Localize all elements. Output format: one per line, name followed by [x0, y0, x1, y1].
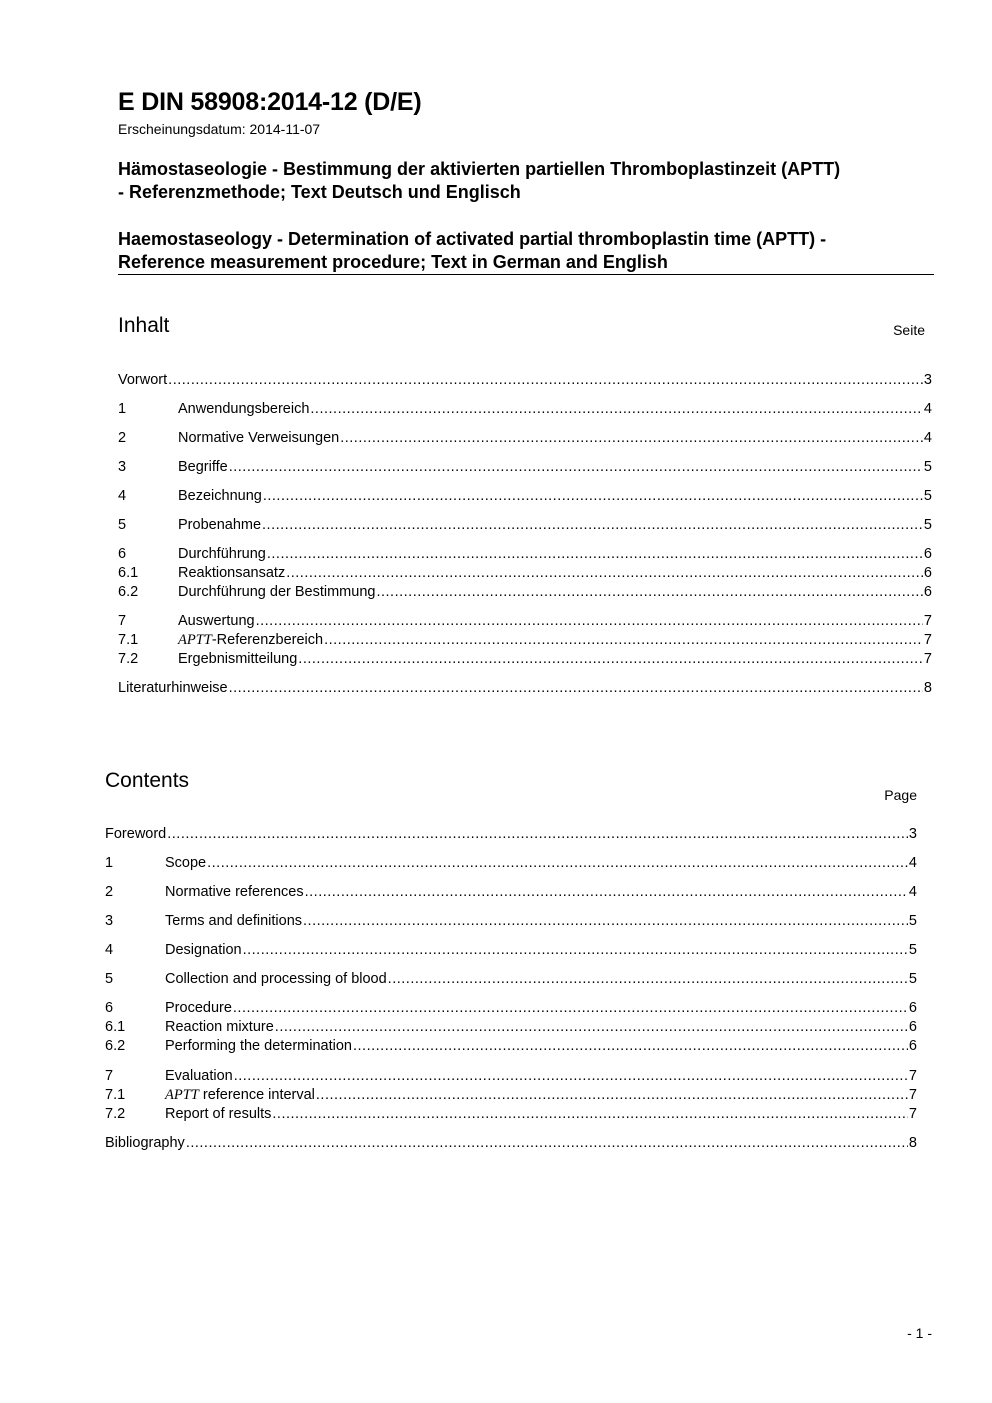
- toc-entry-number: 7.1: [118, 632, 139, 648]
- toc-entry-leader: [207, 855, 908, 872]
- toc-entry[interactable]: [118, 517, 932, 534]
- toc-entry-number: 7: [105, 1068, 114, 1084]
- publication-date: Erscheinungsdatum: 2014-11-07: [118, 121, 321, 137]
- toc-entry-leader: [186, 1135, 908, 1152]
- toc-entry[interactable]: [118, 488, 932, 505]
- toc-entry-number: 6: [105, 1000, 114, 1016]
- toc-entry-page: 6: [908, 1038, 917, 1054]
- toc-entry[interactable]: [118, 680, 932, 697]
- toc-entry[interactable]: [105, 855, 917, 872]
- toc-entry-number: 4: [105, 942, 114, 958]
- toc-entry-leader: [167, 826, 908, 843]
- toc-entry-number: 2: [118, 430, 127, 446]
- toc-entry-number: 5: [105, 971, 114, 987]
- toc-entry-title: Anwendungsbereich: [178, 401, 310, 417]
- toc-entry-number: 3: [118, 459, 127, 475]
- toc-entry-title: Procedure: [165, 1000, 232, 1016]
- toc-entry-title: APTT reference interval: [165, 1087, 315, 1103]
- toc-entry-number: 7.1: [105, 1087, 126, 1103]
- toc-entry-number: 6.2: [118, 584, 139, 600]
- toc-entry-page: 5: [908, 942, 917, 958]
- toc-entry-page: 7: [923, 632, 932, 648]
- title-english-line: Reference measurement procedure; Text in German and English: [118, 252, 668, 272]
- toc-entry-leader: [267, 546, 923, 563]
- title-german-line: - Referenzmethode; Text Deutsch und Englisch: [118, 182, 521, 202]
- toc-entry[interactable]: [105, 1038, 917, 1055]
- toc-entry-page: 7: [908, 1106, 917, 1122]
- toc-entry-number: 6.2: [105, 1038, 126, 1054]
- toc-entry-title: Normative references: [165, 884, 304, 900]
- toc-entry[interactable]: [118, 459, 932, 476]
- toc-entry-title: Evaluation: [165, 1068, 233, 1084]
- toc-entry-title: Performing the determination: [165, 1038, 352, 1054]
- toc-entry-leader: [256, 613, 923, 630]
- toc-entry-page: 8: [908, 1135, 917, 1151]
- toc-entry[interactable]: [118, 632, 932, 649]
- toc-entry-title: Scope: [165, 855, 207, 871]
- title-divider: [118, 274, 934, 275]
- toc-entry-page: 8: [923, 680, 932, 696]
- toc-entry-page: 7: [908, 1068, 917, 1084]
- document-id: E DIN 58908:2014-12 (D/E): [118, 88, 422, 116]
- toc-entry-leader: [234, 1068, 908, 1085]
- toc-entry-number: 7.2: [105, 1106, 126, 1122]
- toc-entry[interactable]: [118, 430, 932, 447]
- toc-entry-leader: [229, 459, 923, 476]
- toc-entry[interactable]: [118, 565, 932, 582]
- title-english: [118, 228, 938, 274]
- toc-entry-page: 6: [908, 1000, 917, 1016]
- toc-entry-leader: [388, 971, 908, 988]
- toc-entry[interactable]: [105, 1000, 917, 1017]
- toc-entry-leader: [353, 1038, 908, 1055]
- toc-entry-title: Terms and definitions: [165, 913, 303, 929]
- toc-entry-page: 5: [923, 517, 932, 533]
- toc-entry-page: 5: [923, 488, 932, 504]
- toc-entry-page: 6: [923, 565, 932, 581]
- toc-entry-leader: [272, 1106, 908, 1123]
- toc-entry-page: 7: [923, 613, 932, 629]
- toc-entry[interactable]: [118, 584, 932, 601]
- toc-entry-title: Auswertung: [178, 613, 255, 629]
- toc-entry-leader: [286, 565, 923, 582]
- toc-entry-page: 4: [908, 855, 917, 871]
- toc-entry-page: 4: [908, 884, 917, 900]
- toc-page-label-de: Seite: [893, 322, 925, 338]
- toc-entry-title: Normative Verweisungen: [178, 430, 340, 446]
- toc-entry[interactable]: [105, 1135, 917, 1152]
- toc-entry-leader: [263, 488, 923, 505]
- toc-entry-number: 5: [118, 517, 127, 533]
- toc-entry[interactable]: [105, 826, 917, 843]
- toc-entry-title: Begriffe: [178, 459, 228, 475]
- toc-entry-title: APTT-Referenzbereich: [178, 632, 324, 648]
- toc-entry[interactable]: [105, 1068, 917, 1085]
- toc-entry-title: Bezeichnung: [178, 488, 262, 504]
- toc-entry-page: 4: [923, 430, 932, 446]
- toc-entry-page: 5: [908, 971, 917, 987]
- toc-entry-title: Designation: [165, 942, 242, 958]
- toc-entry-title: Literaturhinweise: [118, 680, 228, 696]
- toc-entry-title: Reaction mixture: [165, 1019, 274, 1035]
- toc-entry[interactable]: [105, 942, 917, 959]
- toc-entry-title: Durchführung: [178, 546, 266, 562]
- title-german-line: Hämostaseologie - Bestimmung der aktivierten partiellen Thromboplastinzeit (APTT): [118, 159, 841, 179]
- toc-entry-page: 3: [908, 826, 917, 842]
- toc-entry-number: 6.1: [118, 565, 139, 581]
- toc-entry[interactable]: [105, 884, 917, 901]
- toc-entry-title: Durchführung der Bestimmung: [178, 584, 376, 600]
- toc-entry-leader: [310, 401, 923, 418]
- toc-entry[interactable]: [118, 546, 932, 563]
- toc-entry[interactable]: [118, 651, 932, 668]
- toc-entry[interactable]: [105, 1106, 917, 1123]
- toc-entry-title: Bibliography: [105, 1135, 185, 1151]
- toc-entry-number: 3: [105, 913, 114, 929]
- toc-entry-number: 7: [118, 613, 127, 629]
- title-english-line: Haemostaseology - Determination of activated partial thromboplastin time (APTT) -: [118, 229, 827, 249]
- toc-entry-title: Reaktionsansatz: [178, 565, 286, 581]
- toc-entry-title: Probenahme: [178, 517, 262, 533]
- toc-entry-leader: [233, 1000, 908, 1017]
- toc-entry-page: 3: [923, 372, 932, 388]
- toc-entry-leader: [340, 430, 923, 447]
- toc-entry-title-italic: APTT: [165, 1087, 199, 1103]
- toc-entry-title: Vorwort: [118, 372, 168, 388]
- toc-entry-page: 7: [908, 1087, 917, 1103]
- toc-entry-number: 6: [118, 546, 127, 562]
- toc-entry-number: 1: [118, 401, 127, 417]
- toc-entry-leader: [324, 632, 923, 649]
- toc-entry-leader: [376, 584, 922, 601]
- toc-entry-page: 6: [923, 584, 932, 600]
- toc-entry-title: Report of results: [165, 1106, 272, 1122]
- toc-entry-leader: [243, 942, 908, 959]
- toc-entry-number: 6.1: [105, 1019, 126, 1035]
- toc-entry-title-italic: APTT: [178, 632, 212, 648]
- toc-entry[interactable]: [105, 1019, 917, 1036]
- toc-entry[interactable]: [118, 613, 932, 630]
- toc-entry-number: 4: [118, 488, 127, 504]
- toc-heading-de: Inhalt: [118, 314, 170, 337]
- page-number: - 1 -: [907, 1325, 932, 1341]
- toc-entry-page: 6: [923, 546, 932, 562]
- toc-entry-number: 2: [105, 884, 114, 900]
- toc-entry-number: 1: [105, 855, 114, 871]
- toc-entry[interactable]: [105, 1087, 917, 1104]
- toc-entry-page: 7: [923, 651, 932, 667]
- toc-entry[interactable]: [105, 971, 917, 988]
- toc-entry-leader: [316, 1087, 908, 1104]
- toc-entry-leader: [229, 680, 923, 697]
- toc-entry-leader: [262, 517, 923, 534]
- toc-entry-page: 4: [923, 401, 932, 417]
- toc-entry-leader: [305, 884, 908, 901]
- toc-entry-page: 5: [908, 913, 917, 929]
- toc-entry-page: 5: [923, 459, 932, 475]
- toc-entry[interactable]: [118, 401, 932, 418]
- toc-entry[interactable]: [105, 913, 917, 930]
- toc-entry-title: Collection and processing of blood: [165, 971, 387, 987]
- toc-entry-leader: [298, 651, 923, 668]
- toc-entry-title: Ergebnismitteilung: [178, 651, 298, 667]
- toc-entry-page: 6: [908, 1019, 917, 1035]
- toc-entry-leader: [168, 372, 923, 389]
- toc-entry-leader: [275, 1019, 908, 1036]
- toc-entry-leader: [303, 913, 908, 930]
- toc-entry-title: Foreword: [105, 826, 167, 842]
- toc-heading-en: Contents: [105, 769, 190, 792]
- toc-page-label-en: Page: [884, 787, 917, 803]
- toc-entry[interactable]: [118, 372, 932, 389]
- toc-entry-number: 7.2: [118, 651, 139, 667]
- title-german: [118, 158, 938, 204]
